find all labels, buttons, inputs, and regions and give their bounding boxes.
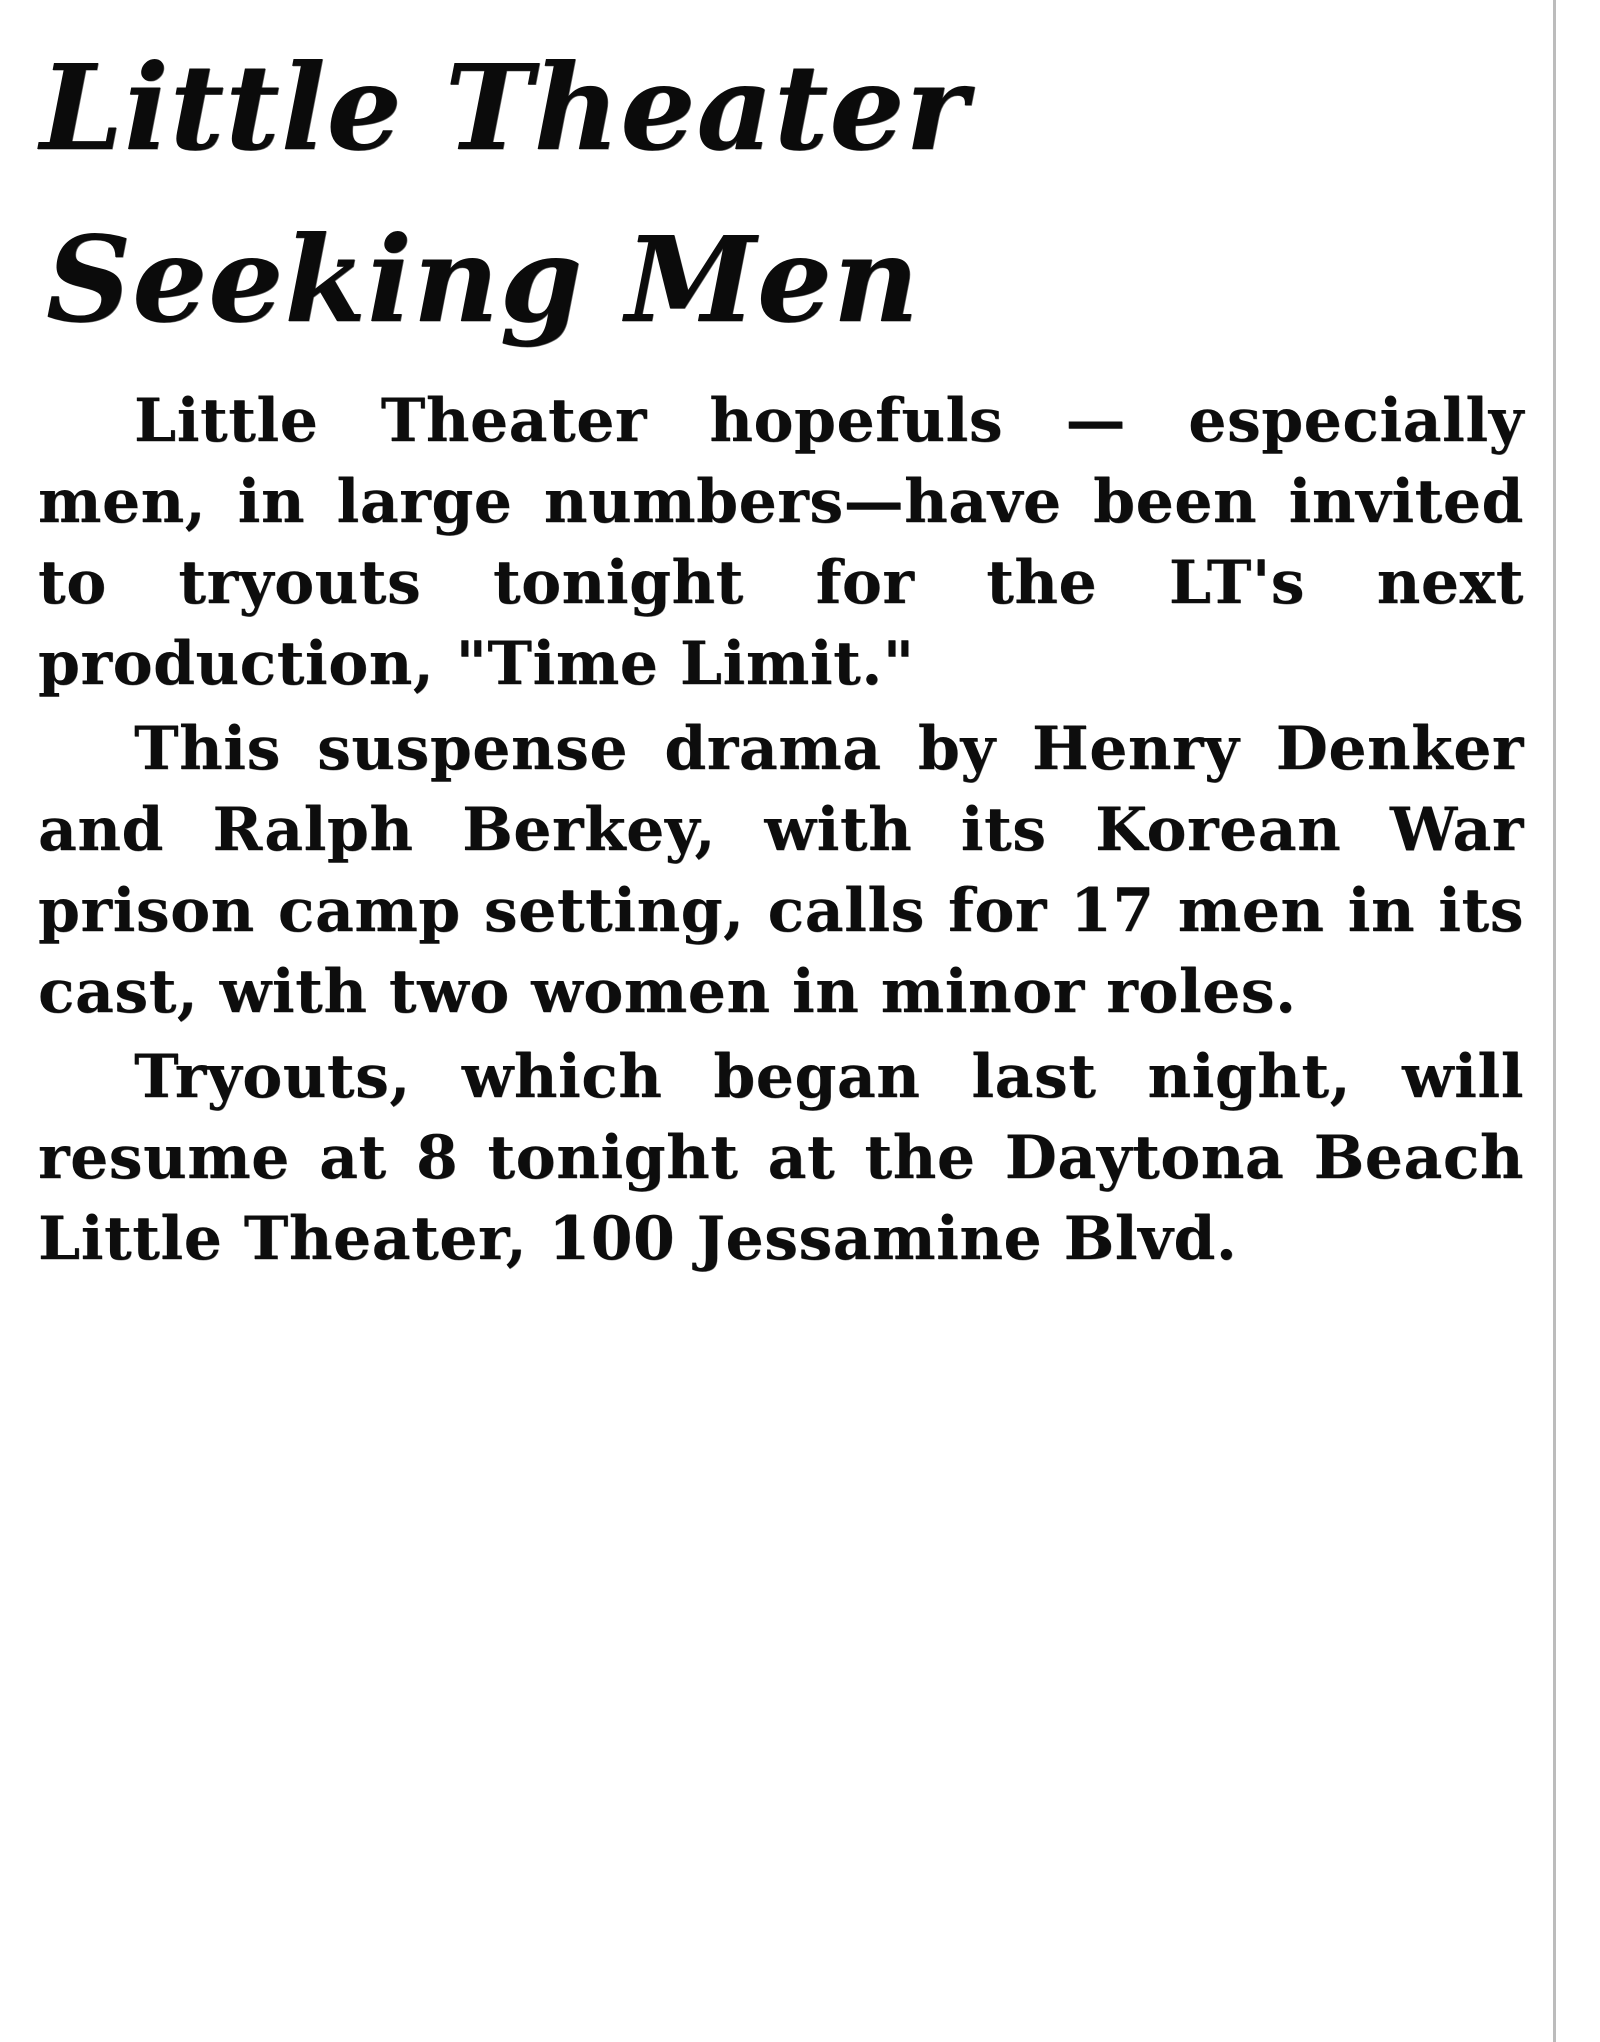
page-title (30, 10, 1530, 367)
article-paragraph: Little Theater hopefuls — especially men, in large numbers—have been invited to tryouts tonight for the LT's next production, "Time Limit." (38, 385, 1524, 699)
article-paragraph: This suspense drama by Henry Denker and Ralph Berkey, with its Korean War prison camp setting, calls for 17 men in its cast, with two women in minor roles. (38, 713, 1524, 1027)
column-divider-rule (1553, 0, 1556, 2042)
article-paragraph: Tryouts, which began last night, will resume at 8 tonight at the Daytona Beach Little Theater, 100 Jessamine Blvd. (38, 1041, 1524, 1274)
headline-line-2: Seeking Men (46, 210, 920, 350)
headline-line-1: Little Theater (40, 38, 969, 177)
article-body (30, 381, 1530, 1280)
